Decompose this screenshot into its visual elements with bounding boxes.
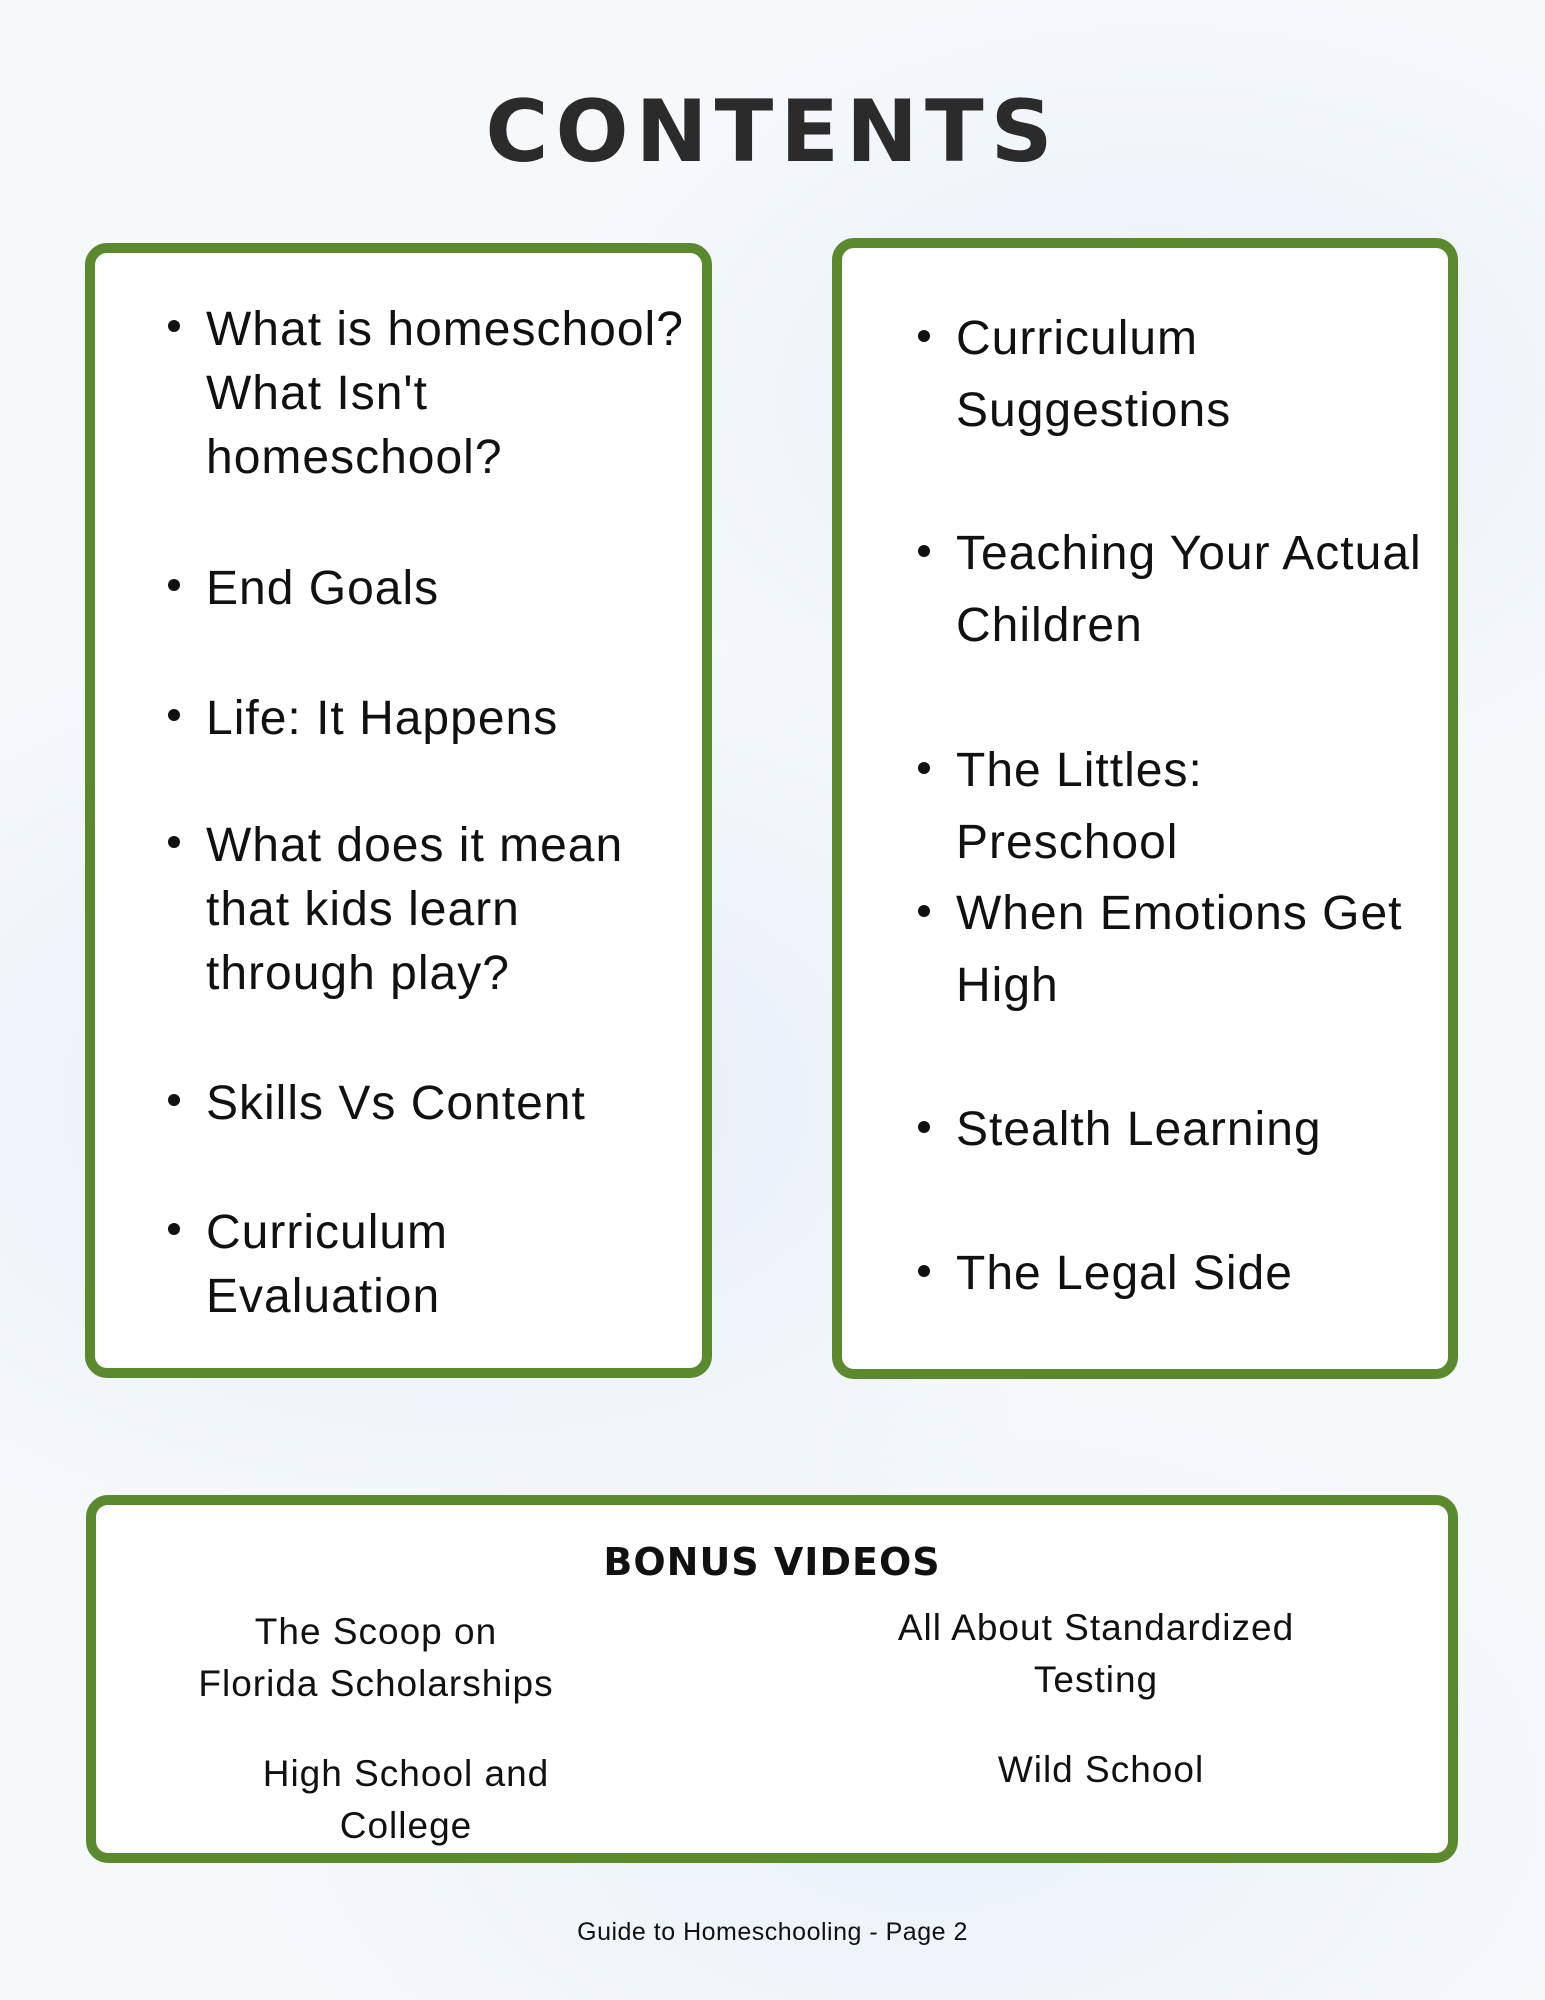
- toc-item-label: What is homeschool? What Isn't homeschool?: [206, 303, 684, 484]
- page-title: CONTENTS: [485, 82, 1060, 182]
- toc-item: [956, 1094, 1436, 1166]
- bullet-icon: [168, 320, 180, 332]
- toc-item: [956, 303, 1436, 447]
- bonus-video-item: High School and College: [262, 1753, 550, 1846]
- toc-item: [206, 557, 686, 621]
- bonus-video-item: The Scoop on Florida Scholarships: [198, 1611, 554, 1704]
- toc-item-label: What does it mean that kids learn through play?: [206, 819, 624, 1000]
- toc-item-label: Curriculum Suggestions: [956, 312, 1232, 437]
- toc-item-label: The Littles: Preschool: [956, 744, 1203, 869]
- toc-item-label: The Legal Side: [956, 1247, 1293, 1300]
- bullet-icon: [918, 1121, 930, 1133]
- bullet-icon: [168, 1223, 180, 1235]
- bonus-video-item: All About Standardized Testing: [897, 1607, 1295, 1700]
- toc-item: [206, 687, 686, 751]
- contents-left-card: [85, 243, 712, 1378]
- bullet-icon: [918, 545, 930, 557]
- toc-item-label: When Emotions Get High: [956, 887, 1403, 1012]
- toc-item: [206, 814, 686, 1006]
- bullet-icon: [168, 579, 180, 591]
- toc-item-label: Curriculum Evaluation: [206, 1206, 449, 1323]
- toc-item-label: Life: It Happens: [206, 692, 559, 745]
- toc-item: [206, 298, 686, 490]
- toc-item: [956, 735, 1436, 879]
- toc-item-label: Stealth Learning: [956, 1103, 1322, 1156]
- toc-item-label: Skills Vs Content: [206, 1077, 586, 1130]
- toc-item: [956, 878, 1436, 1022]
- bullet-icon: [918, 905, 930, 917]
- bullet-icon: [918, 1265, 930, 1277]
- bullet-icon: [918, 762, 930, 774]
- page-footer: Guide to Homeschooling - Page 2: [577, 1918, 968, 1946]
- contents-right-card: [832, 238, 1458, 1379]
- bullet-icon: [168, 836, 180, 848]
- toc-item: [956, 1238, 1436, 1310]
- bonus-videos-heading: BONUS VIDEOS: [603, 1540, 941, 1584]
- bullet-icon: [168, 1094, 180, 1106]
- toc-item: [206, 1072, 686, 1136]
- bullet-icon: [918, 330, 930, 342]
- toc-item-label: Teaching Your Actual Children: [956, 527, 1422, 652]
- toc-item: [956, 518, 1436, 662]
- bullet-icon: [168, 709, 180, 721]
- bonus-video-item: Wild School: [997, 1749, 1205, 1790]
- toc-item: [206, 1201, 686, 1329]
- toc-item-label: End Goals: [206, 562, 440, 615]
- bonus-videos-card: [86, 1495, 1458, 1863]
